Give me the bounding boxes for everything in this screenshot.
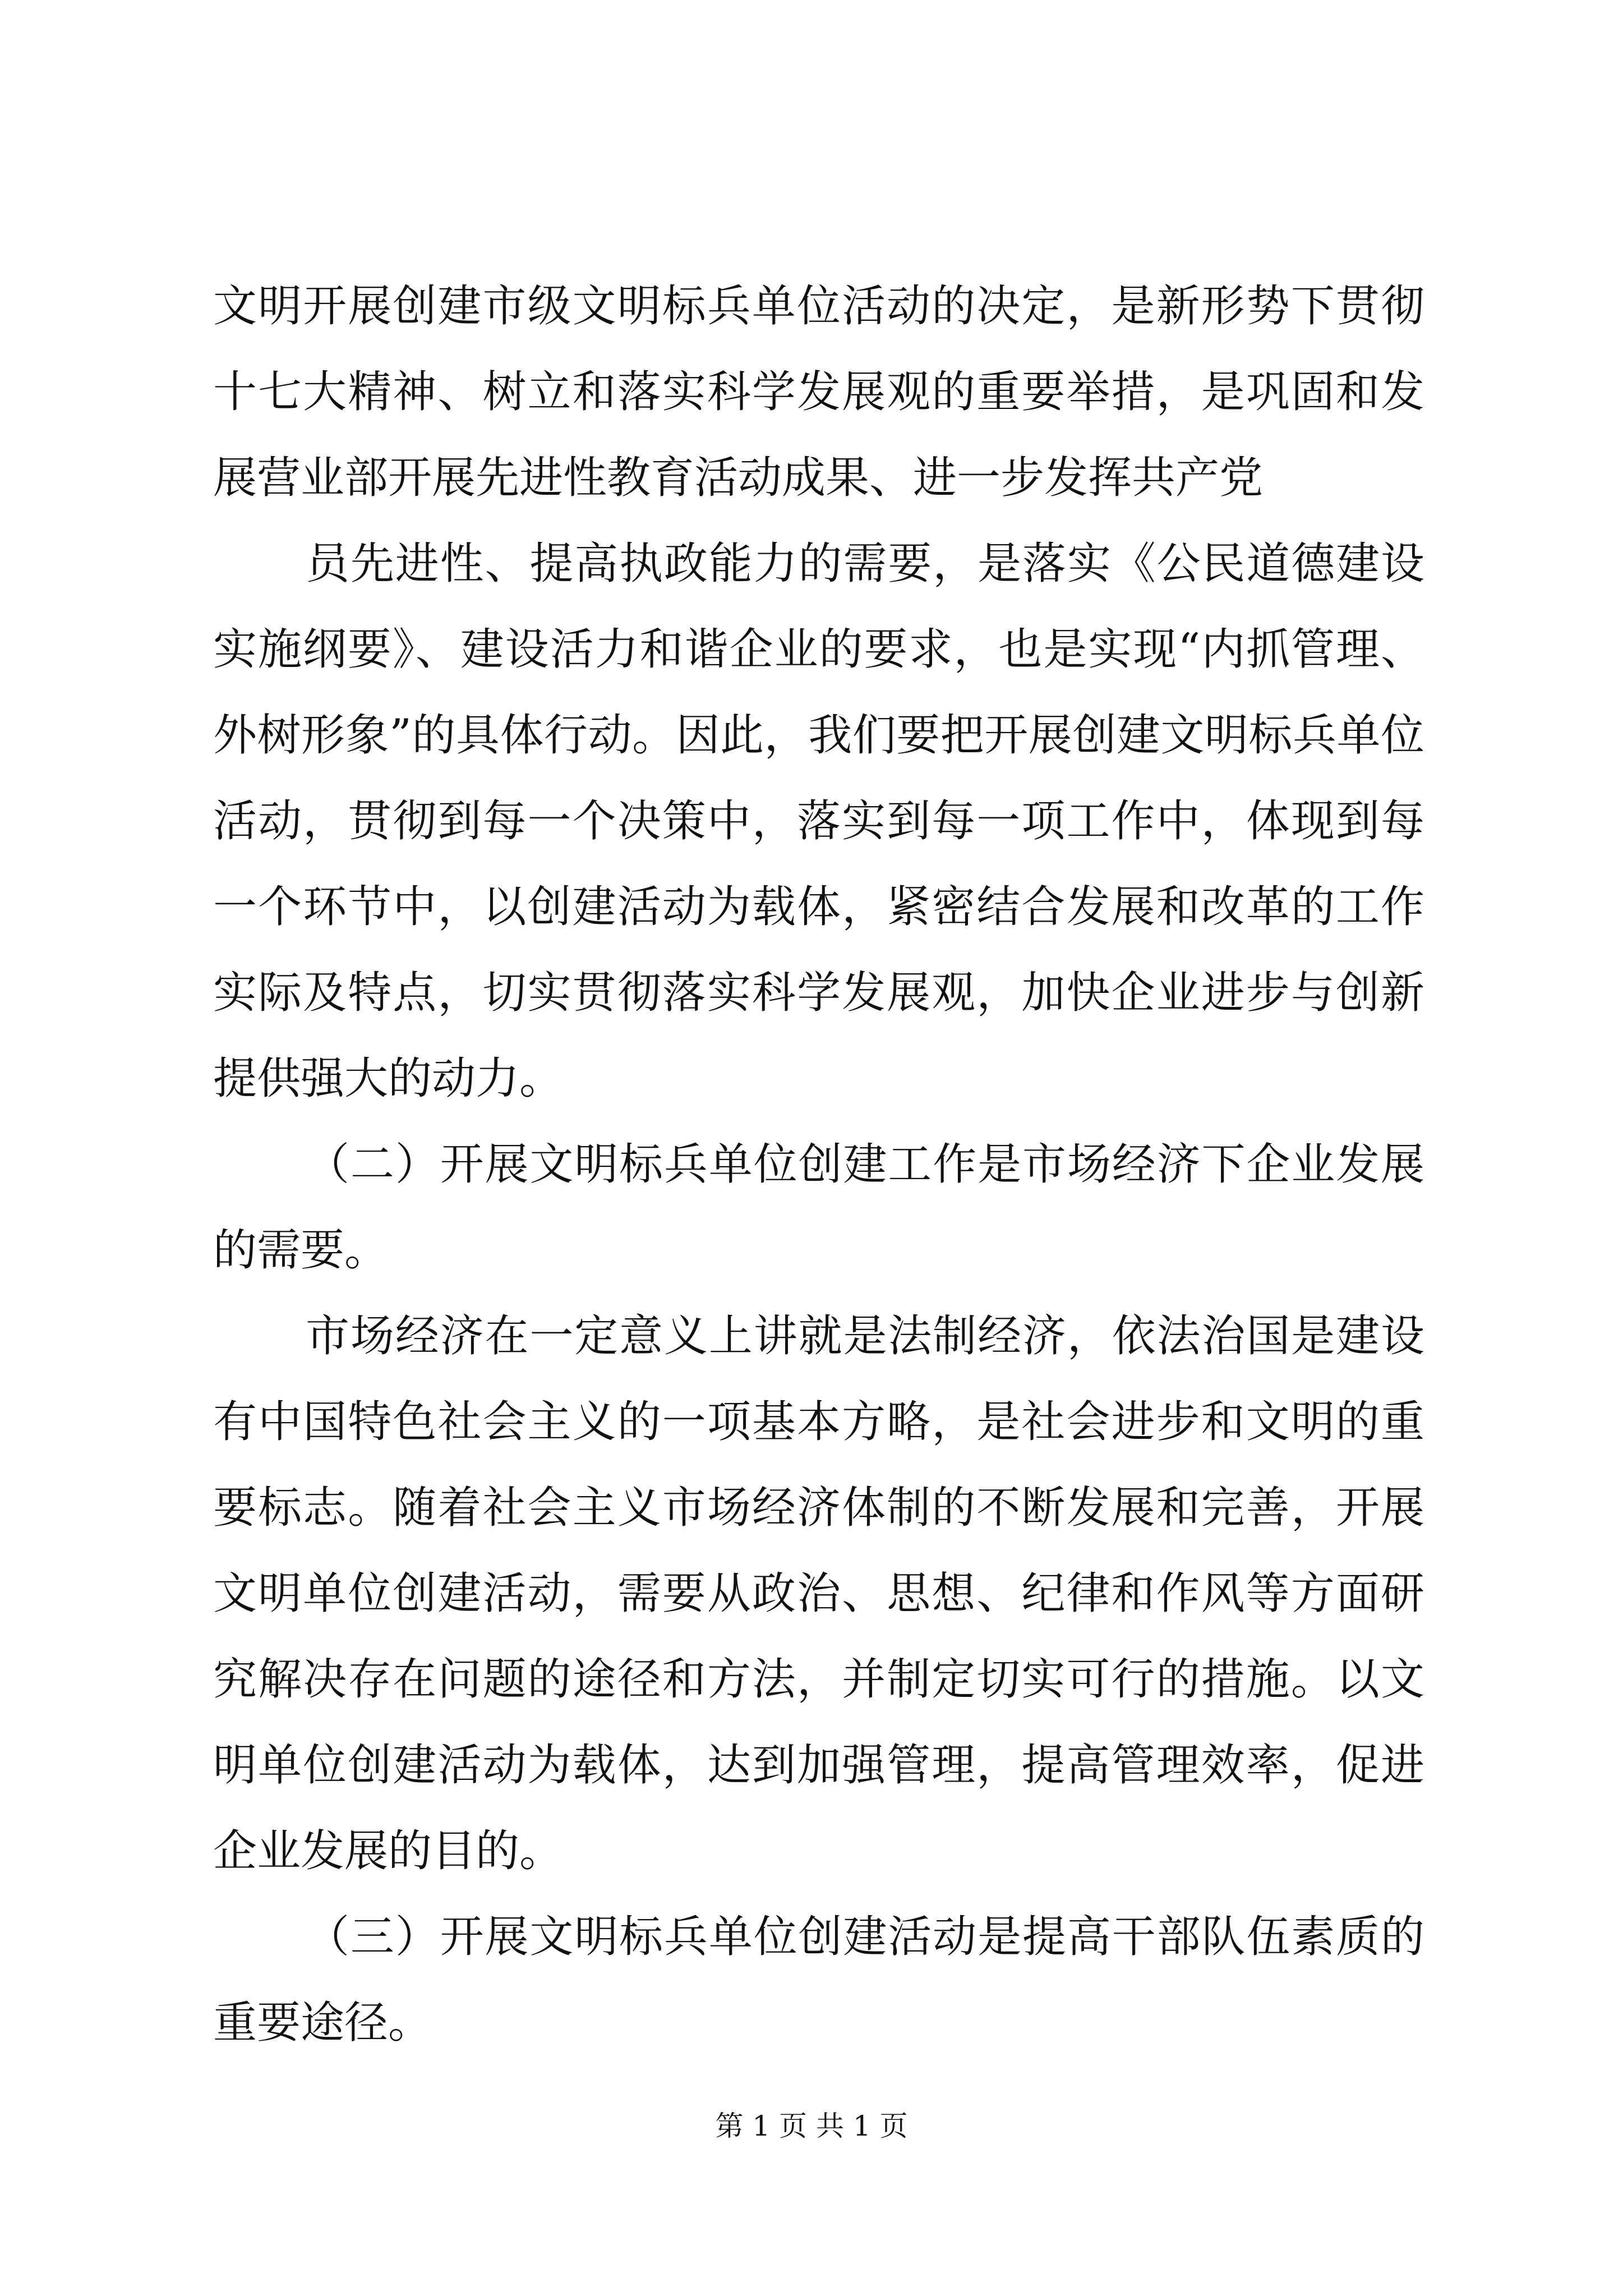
paragraph-3-heading: （二）开展文明标兵单位创建工作是市场经济下企业发展的需要。 — [213, 1139, 1424, 1276]
paragraph-1: 文明开展创建市级文明标兵单位活动的决定，是新形势下贯彻十七大精神、树立和落实科学发展观的重要举措，是巩固和发展营业部开展先进性教育活动成果、进一步发挥共产党 — [213, 281, 1424, 503]
paragraph-4: 市场经济在一定意义上讲就是法制经济，依法治国是建设有中国特色社会主义的一项基本方略，是社会进步和文明的重要标志。随着社会主义市场经济体制的不断发展和完善，开展文明单位创建活动，需要从政治、思想、纪律和作风等方面研究解决存在问题的途径和方法，并制定切实可行的措施。以文明单位创建活动为载体，达到加强管理，提高管理效率，促进企业发展的目的。 — [213, 1311, 1424, 1876]
page-footer: 第 1 页 共 1 页 — [715, 2110, 908, 2142]
document-body — [213, 264, 1424, 2066]
paragraph-2: 员先进性、提高执政能力的需要，是落实《公民道德建设实施纲要》、建设活力和谐企业的要求，也是实现“内抓管理、外树形象”的具体行动。因此，我们要把开展创建文明标兵单位活动，贯彻到每一个决策中，落实到每一项工作中，体现到每一个环节中，以创建活动为载体，紧密结合发展和改革的工作实际及特点，切实贯彻落实科学发展观，加快企业进步与创新提供强大的动力。 — [213, 539, 1424, 1104]
paragraph-5-heading: （三）开展文明标兵单位创建活动是提高干部队伍素质的重要途径。 — [213, 1912, 1424, 2048]
